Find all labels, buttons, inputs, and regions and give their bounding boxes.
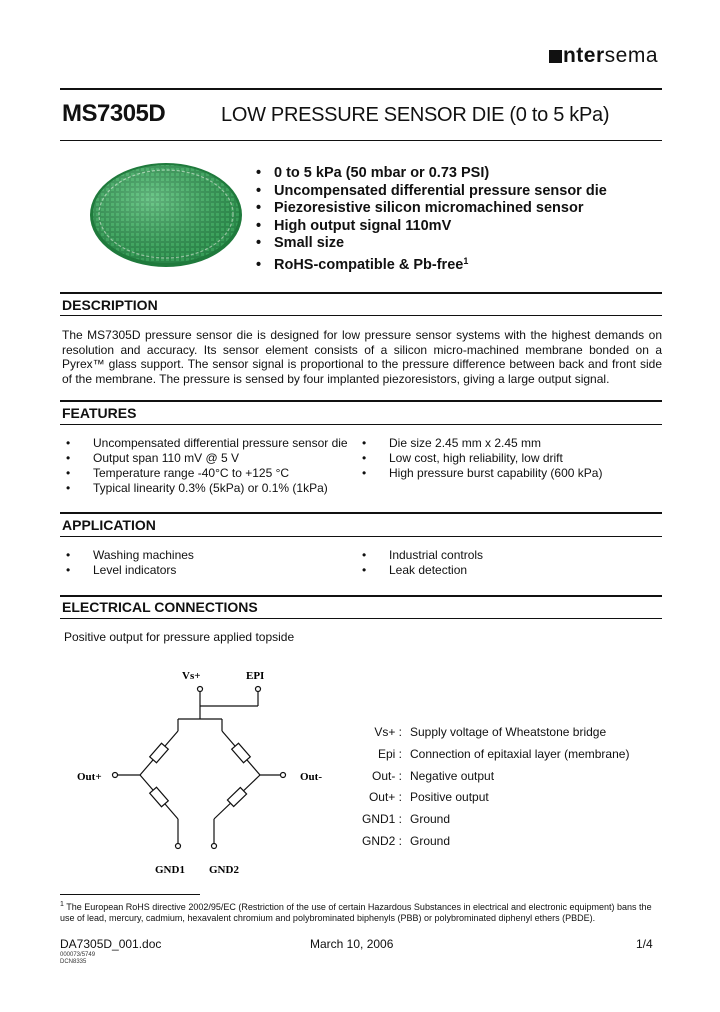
description-rule-bottom xyxy=(60,315,662,316)
highlight-item: • 0 to 5 kPa (50 mbar or 0.73 PSI) xyxy=(256,165,607,183)
electrical-heading: ELECTRICAL CONNECTIONS xyxy=(62,599,258,615)
legend-row xyxy=(340,722,629,744)
sensor-die-image xyxy=(86,158,246,270)
legend-row xyxy=(340,766,629,788)
highlight-item: • Piezoresistive silicon micromachined sensor xyxy=(256,200,607,218)
resistor-r4 xyxy=(227,788,246,807)
bridge-resistors xyxy=(150,743,251,806)
intersema-logo xyxy=(549,44,658,68)
diagram-label-vs: Vs+ xyxy=(182,670,201,682)
feature-item: • Uncompensated differential pressure sensor die xyxy=(62,436,348,451)
legend-row xyxy=(340,831,629,853)
highlight-item: • High output signal 110mV xyxy=(256,218,607,236)
footnote-ref: 1 xyxy=(463,255,469,266)
part-number: MS7305D xyxy=(62,100,166,127)
highlight-list xyxy=(256,165,607,271)
application-item: • Leak detection xyxy=(358,563,483,578)
features-heading: FEATURES xyxy=(62,405,137,421)
header-top-rule xyxy=(60,88,662,90)
logo-text-bold: nter xyxy=(562,44,605,67)
diagram-label-gnd2: GND2 xyxy=(209,864,239,876)
feature-item: • Typical linearity 0.3% (5kPa) or 0.1% (1kPa) xyxy=(62,481,348,496)
features-rule-bottom xyxy=(60,424,662,425)
pin-gnd2 xyxy=(212,844,217,849)
diagram-label-out-plus: Out+ xyxy=(77,771,102,783)
application-item: • Level indicators xyxy=(62,563,194,578)
legend-value: Ground xyxy=(410,812,451,827)
electrical-caption: Positive output for pressure applied topside xyxy=(64,630,295,644)
footnote-mark: 1 xyxy=(60,901,64,908)
footer-date: March 10, 2006 xyxy=(310,937,394,951)
legend-value: Positive output xyxy=(410,790,489,805)
pin-vs xyxy=(198,687,203,692)
application-item: • Washing machines xyxy=(62,548,194,563)
page-title: LOW PRESSURE SENSOR DIE (0 to 5 kPa) xyxy=(221,104,610,126)
application-rule-top xyxy=(60,512,662,514)
legend-key: Out- : xyxy=(371,768,402,783)
footnote-rule xyxy=(60,894,200,895)
footer-code-1: 000073/5749 xyxy=(60,952,96,958)
resistor-r2 xyxy=(232,743,251,762)
footer-code-2: DCN8335 xyxy=(60,959,87,965)
highlight-item-rohs xyxy=(256,253,607,271)
footnote xyxy=(60,899,662,924)
diagram-label-epi: EPI xyxy=(246,670,265,682)
application-heading: APPLICATION xyxy=(62,517,156,533)
description-rule-top xyxy=(60,292,662,294)
description-text: The MS7305D pressure sensor die is designed for low pressure sensor systems with the highest demands on resolution and accuracy. Its sensor element consists of a silicon micro-machined membrane bonded on a Pyrex™ glass support. The sensor signal is proportional to the pressure difference between back and front side of the membrane. The pressure is sensed by four implanted piezoresistors, giving a large output signal. xyxy=(62,328,662,386)
resistor-r1 xyxy=(150,743,169,762)
application-list-left xyxy=(62,548,194,578)
electrical-rule-bottom xyxy=(60,618,662,619)
header-bottom-rule xyxy=(60,140,662,141)
feature-item: • Die size 2.45 mm x 2.45 mm xyxy=(358,436,602,451)
feature-item: • High pressure burst capability (600 kPa) xyxy=(358,466,602,481)
diagram-label-gnd1: GND1 xyxy=(155,864,185,876)
features-list-left xyxy=(62,436,348,496)
electrical-rule-top xyxy=(60,595,662,597)
diagram-label-out-minus: Out- xyxy=(300,771,322,783)
pin-out-minus xyxy=(281,773,286,778)
legend-key: Vs+ : xyxy=(374,725,402,739)
footer-page-number: 1/4 xyxy=(636,937,653,951)
legend-value: Connection of epitaxial layer (membrane) xyxy=(410,746,630,761)
highlight-item: • Uncompensated differential pressure sensor die xyxy=(256,183,607,201)
legend-row xyxy=(340,809,629,831)
highlight-text: RoHS-compatible & Pb-free xyxy=(274,256,464,273)
application-list-right xyxy=(358,548,483,578)
description-heading: DESCRIPTION xyxy=(62,297,158,313)
legend-value: Supply voltage of Wheatstone bridge xyxy=(410,725,607,739)
feature-item: • Temperature range -40°C to +125 °C xyxy=(62,466,348,481)
legend-key: Out+ : xyxy=(368,790,402,805)
resistor-r3 xyxy=(150,787,169,806)
footer-doc-name: DA7305D_001.doc xyxy=(60,937,162,951)
pin-out-plus xyxy=(113,773,118,778)
legend-value: Ground xyxy=(410,833,451,848)
highlight-item: • Small size xyxy=(256,235,607,253)
features-list-right xyxy=(358,436,602,481)
application-item: • Industrial controls xyxy=(358,548,483,563)
logo-square-mark xyxy=(549,50,562,63)
feature-item: • Low cost, high reliability, low drift xyxy=(358,451,602,466)
wheatstone-bridge-diagram xyxy=(70,662,340,882)
pin-epi xyxy=(256,687,261,692)
legend-key: GND2 : xyxy=(361,833,402,848)
feature-item: • Output span 110 mV @ 5 V xyxy=(62,451,348,466)
pin-legend xyxy=(340,722,629,853)
legend-key: GND1 : xyxy=(361,812,402,827)
legend-key: Epi : xyxy=(377,746,402,761)
application-rule-bottom xyxy=(60,536,662,537)
footnote-text: The European RoHS directive 2002/95/EC (Restriction of the use of certain Hazardous Substances in electrical and electronic equipment) bans the use of lead, mercury, cadmium, hexavalent chromium and polybrominated biphenyls (PBB) or polybrominated diphenyl ethers (PBDE). xyxy=(60,902,652,923)
bridge-wires xyxy=(113,687,286,849)
legend-row xyxy=(340,744,629,766)
legend-value: Negative output xyxy=(410,768,495,783)
legend-row xyxy=(340,787,629,809)
logo-text: sema xyxy=(604,44,658,67)
pin-gnd1 xyxy=(176,844,181,849)
features-rule-top xyxy=(60,400,662,402)
